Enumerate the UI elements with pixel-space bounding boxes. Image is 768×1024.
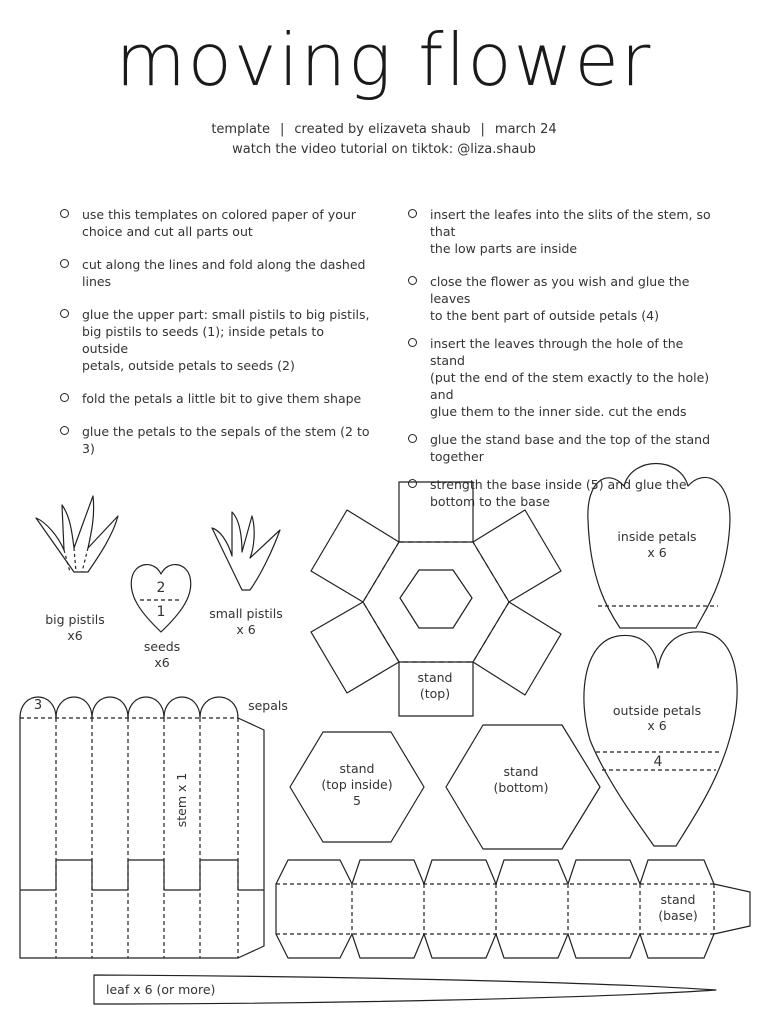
seeds-number-2: 2 bbox=[156, 580, 166, 596]
seeds-label: seeds bbox=[143, 639, 181, 654]
instruction-line: glue them to the inner side. cut the ends bbox=[430, 404, 687, 419]
subtitle-author: created by elizaveta shaub bbox=[294, 122, 471, 137]
stand-top-inside-number: 5 bbox=[353, 793, 361, 808]
stand-bottom-label: stand bbox=[503, 764, 539, 779]
outside-petals-piece bbox=[584, 632, 737, 846]
instruction-line: glue the upper part: small pistils to big pistils, bbox=[82, 307, 370, 322]
stand-base-label: stand bbox=[660, 892, 696, 907]
page-title: moving flower bbox=[115, 18, 653, 102]
stand-top-label-2: (top) bbox=[419, 686, 451, 701]
stand-top-inside-label-2: (top inside) bbox=[321, 777, 393, 792]
instruction-line: insert the leaves through the hole of the stand bbox=[430, 336, 684, 368]
seeds-count: x6 bbox=[154, 655, 170, 670]
instruction-line: insert the leafes into the slits of the stem, so that bbox=[430, 207, 711, 239]
small-pistils-label: small pistils bbox=[209, 606, 283, 621]
subtitle-date: march 24 bbox=[494, 122, 557, 137]
instruction-line: glue the petals to the sepals of the stem (2 to 3) bbox=[82, 424, 370, 456]
big-pistils-label: big pistils bbox=[45, 612, 105, 627]
subtitle-separator: | bbox=[280, 122, 285, 137]
instruction-line: lines bbox=[82, 274, 112, 289]
subtitle-tiktok: watch the video tutorial on tiktok: @liza.shaub bbox=[232, 142, 536, 157]
stem-label: stem x 1 bbox=[174, 772, 189, 828]
big-pistils-piece bbox=[36, 496, 118, 572]
big-pistils-count: x6 bbox=[67, 628, 83, 643]
stand-bottom-label-2: (bottom) bbox=[493, 780, 549, 795]
inside-petals-count: x 6 bbox=[647, 545, 667, 560]
instruction-line: cut along the lines and fold along the dashed bbox=[82, 257, 366, 272]
leaf-label: leaf x 6 (or more) bbox=[106, 982, 216, 997]
seeds-heart-piece bbox=[131, 565, 191, 632]
small-pistils-piece bbox=[212, 512, 280, 590]
sepals-number: 3 bbox=[33, 698, 43, 713]
instruction-line: close the flower as you wish and glue the leaves bbox=[430, 274, 690, 306]
instruction-line: bottom to the base bbox=[430, 494, 550, 509]
outside-petals-number: 4 bbox=[653, 754, 663, 770]
instruction-line: glue the stand base and the top of the stand bbox=[430, 432, 711, 447]
instruction-line: the low parts are inside bbox=[430, 241, 578, 256]
outside-petals-count: x 6 bbox=[647, 718, 667, 733]
inside-petals-label: inside petals bbox=[617, 529, 697, 544]
stand-top-label: stand bbox=[417, 670, 453, 685]
instruction-line: (put the end of the stem exactly to the hole) and bbox=[430, 370, 710, 402]
subtitle-template: template bbox=[211, 122, 271, 137]
instruction-line: big pistils to seeds (1); inside petals to outside bbox=[82, 324, 324, 356]
seeds-number-1: 1 bbox=[156, 604, 166, 620]
stem-piece bbox=[20, 697, 264, 958]
subtitle-separator: | bbox=[480, 122, 485, 137]
stand-base-label-2: (base) bbox=[658, 908, 698, 923]
instruction-line: to the bent part of outside petals (4) bbox=[430, 308, 659, 323]
small-pistils-count: x 6 bbox=[236, 622, 256, 637]
stand-top-inside-label: stand bbox=[339, 761, 375, 776]
instruction-line: petals, outside petals to seeds (2) bbox=[82, 358, 295, 373]
instruction-line: use this templates on colored paper of your bbox=[82, 207, 356, 222]
instruction-line: choice and cut all parts out bbox=[82, 224, 253, 239]
instruction-line: strength the base inside (5) and glue the bbox=[430, 477, 687, 492]
instruction-line: together bbox=[430, 449, 484, 464]
instruction-line: fold the petals a little bit to give them shape bbox=[82, 391, 362, 406]
outside-petals-label: outside petals bbox=[612, 703, 702, 718]
sepals-label: sepals bbox=[248, 698, 288, 713]
